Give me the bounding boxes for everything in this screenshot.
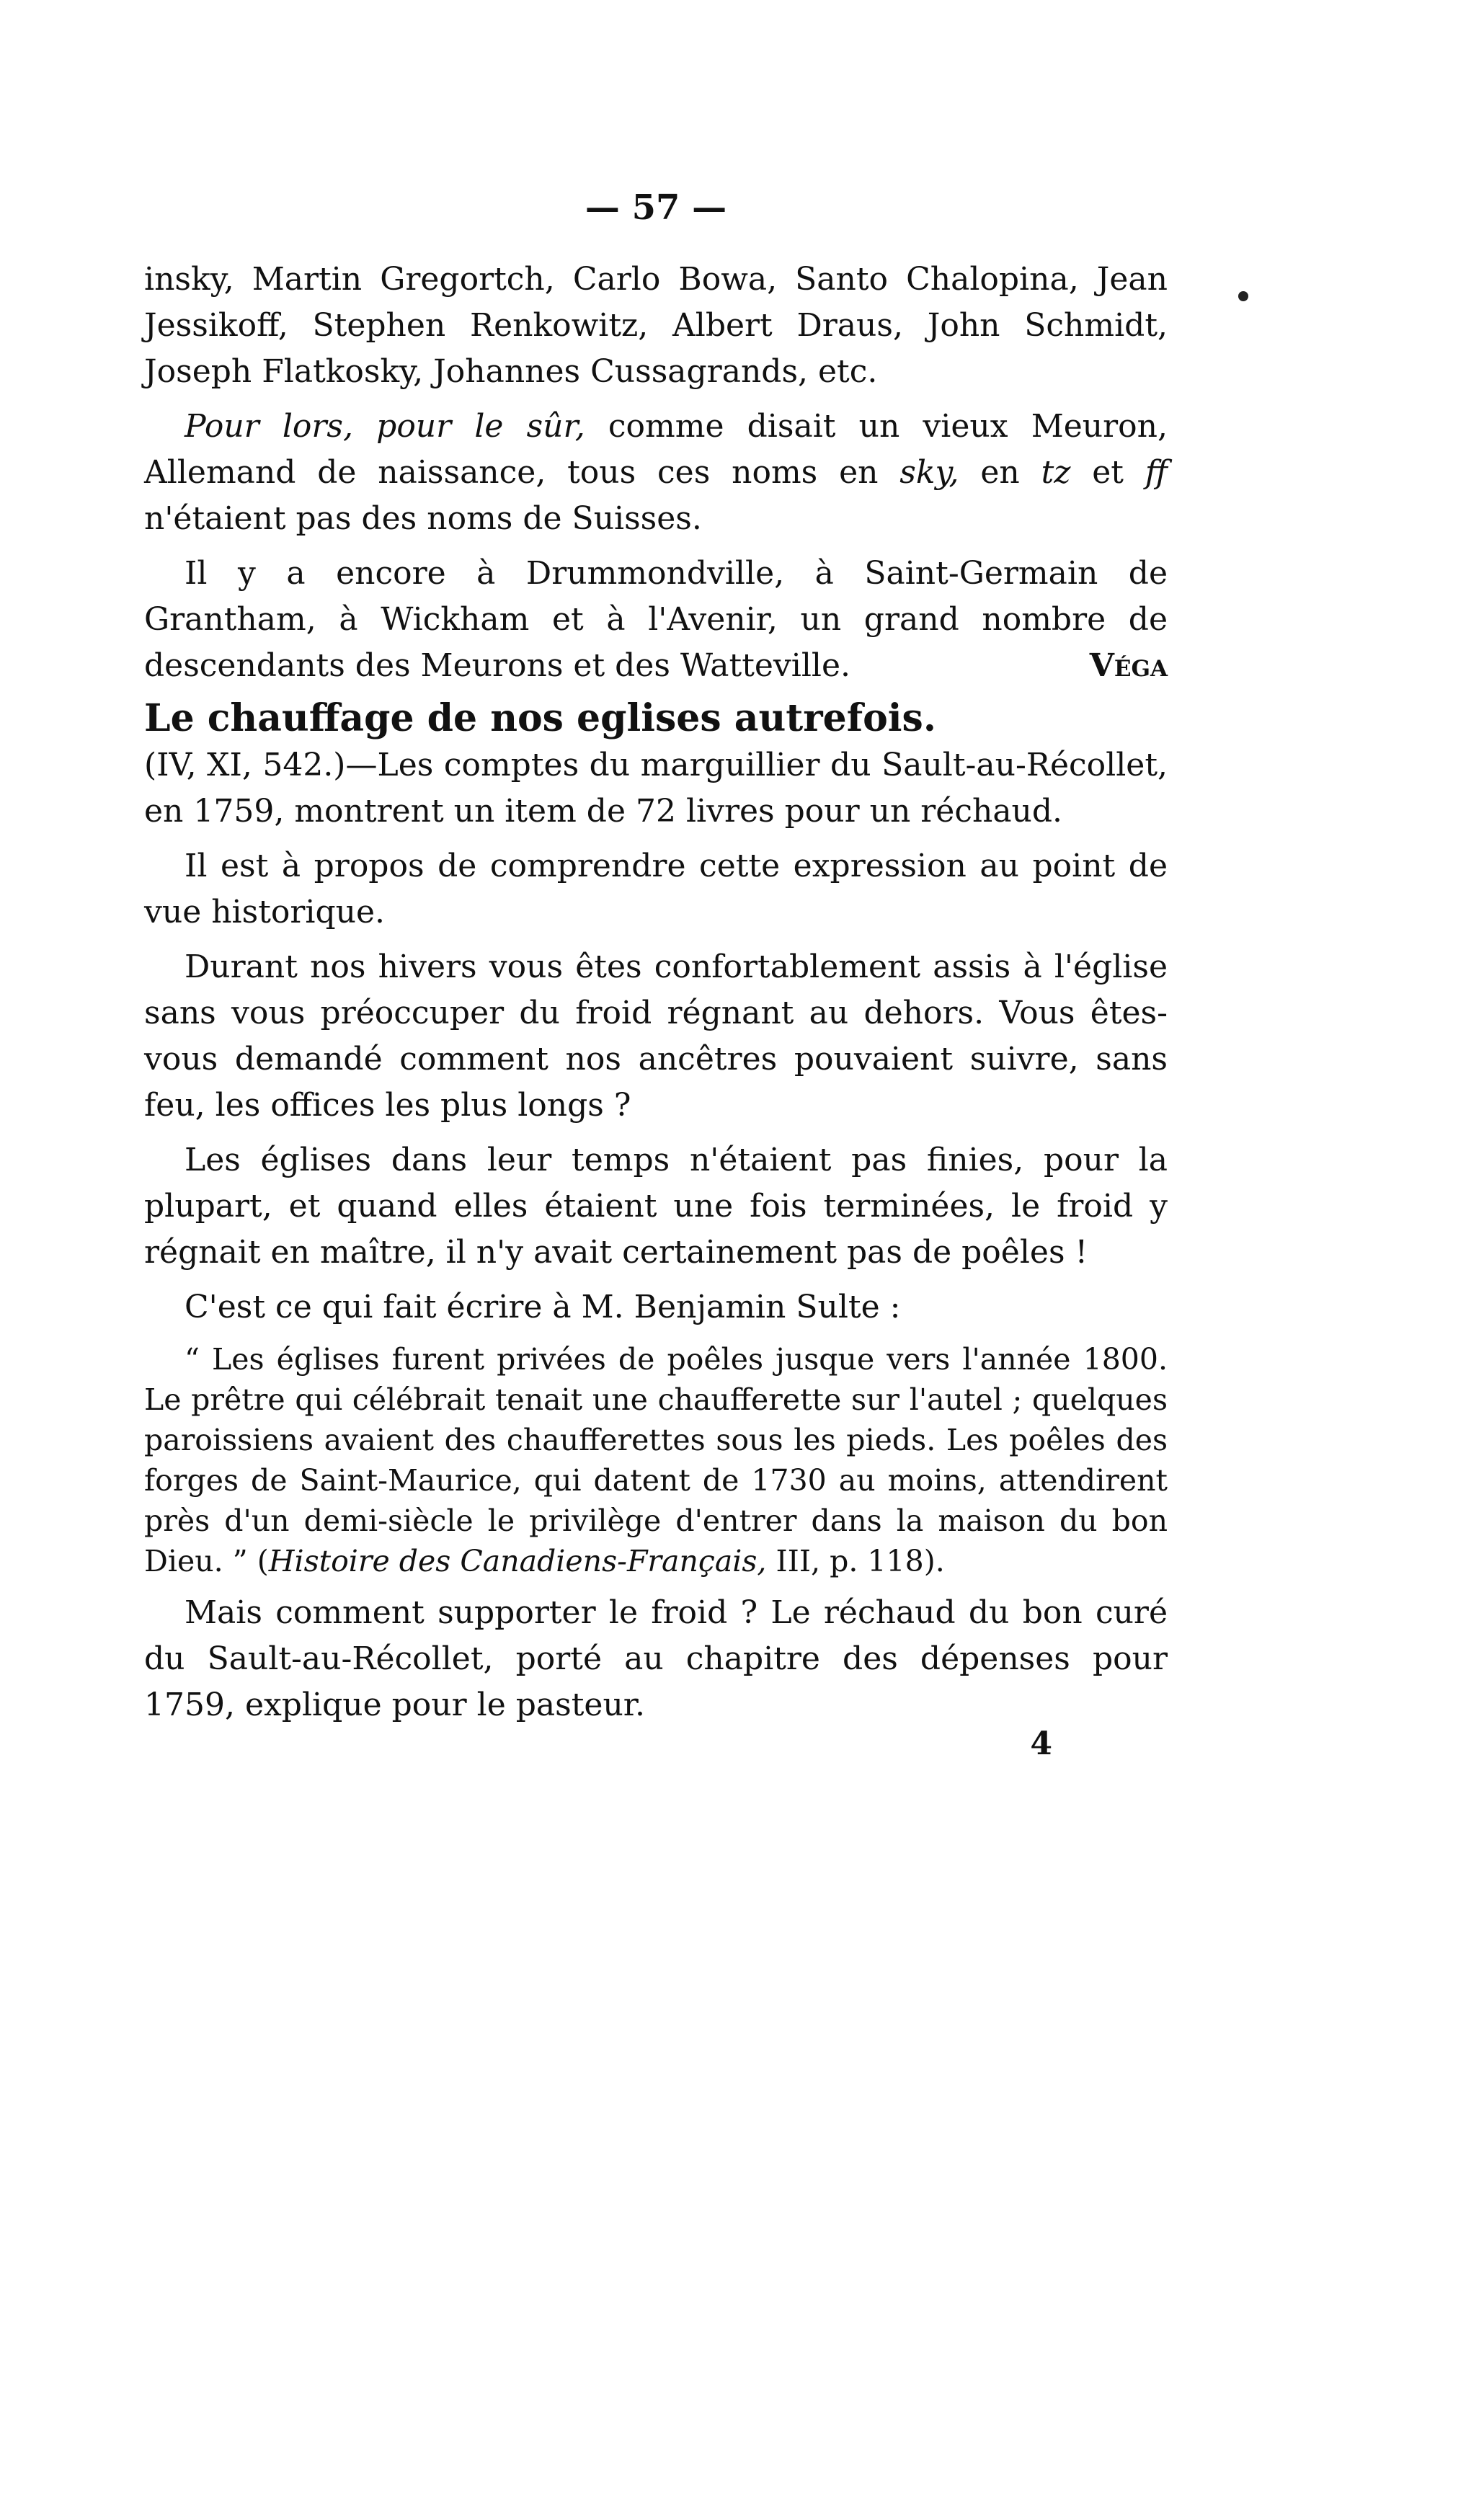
page-folio: — 57 — <box>585 187 727 228</box>
paragraph-sulte-intro: C'est ce qui fait écrire à M. Benjamin Sulte : <box>185 1289 901 1325</box>
paragraph-rechaud: Mais comment supporter le froid ? Le réchaud du bon curé du Sault-au-Récollet, porté au chapitre des dépenses pour 1759, explique pour le pasteur. <box>144 1594 1168 1723</box>
italic-suffix-tz: tz <box>1041 454 1071 491</box>
paragraph-text: n'étaient pas des noms de Suisses. <box>144 500 702 537</box>
section-heading: Le chauffage de nos eglises autrefois. <box>144 696 936 740</box>
paragraph-text: Il y a encore à Drummondville, à Saint-Germain de Grantham, à Wickham et à l'Avenir, un grand nombre de descendants des Meurons et des Watteville. <box>144 555 1168 684</box>
paragraph-text: comme disait un vieux Meuron, Allemand de naissance, tous ces noms en <box>144 408 1168 491</box>
italic-phrase: Pour lors, pour le sûr, <box>185 408 585 445</box>
paragraph-eglises: Les églises dans leur temps n'étaient pas finies, pour la plupart, et quand elles étaient une fois terminées, le froid y régnait en maître, il n'y avait certainement pas de poêles ! <box>144 1142 1168 1271</box>
paragraph-text: en <box>959 454 1041 491</box>
document-page <box>144 187 1168 1776</box>
paragraph-text: et <box>1070 454 1145 491</box>
paragraph-historique: Il est à propos de comprendre cette expression au point de vue historique. <box>144 848 1168 930</box>
block-quote-sulte <box>144 1339 1168 1581</box>
paragraph-hivers: Durant nos hivers vous êtes confortablement assis à l'église sans vous préoccuper du froid régnant au dehors. Vous êtes-vous demandé comment nos ancêtres pouvaient suivre, sans feu, les offices les plus longs ? <box>144 948 1168 1124</box>
author-signature: Véga <box>1089 647 1168 684</box>
italic-suffix-sky: sky, <box>899 454 959 491</box>
paragraph-marguillier: (IV, XI, 542.)—Les comptes du marguillier du Sault-au-Récollet, en 1759, montrent un item de 72 livres pour un réchaud. <box>144 747 1168 830</box>
signature-mark: 4 <box>1030 1725 1052 1762</box>
paragraph-names-list: insky, Martin Gregortch, Carlo Bowa, Santo Chalopina, Jean Jessikoff, Stephen Renkowitz, Albert Draus, John Schmidt, Joseph Flatkosky, Johannes Cussagrands, etc. <box>144 261 1168 390</box>
quote-book-title: Histoire des Canadiens-Français, <box>268 1544 767 1578</box>
paragraph-meuron-quote <box>144 404 1168 542</box>
italic-suffix-ff: ff <box>1145 454 1168 491</box>
margin-dot <box>1238 291 1248 301</box>
quote-text: “ Les églises furent privées de poêles jusque vers l'année 1800. Le prêtre qui célébrait tenait une chaufferette sur l'autel ; quelques paroissiens avaient des chaufferettes sous les pieds. Les poêles des forges de Saint-Maurice, qui datent de 1730 au moins, attendirent près d'un demi-siècle le privilège d'entrer dans la maison du bon Dieu. ” ( <box>144 1342 1168 1578</box>
quote-reference: III, p. 118). <box>766 1544 945 1578</box>
